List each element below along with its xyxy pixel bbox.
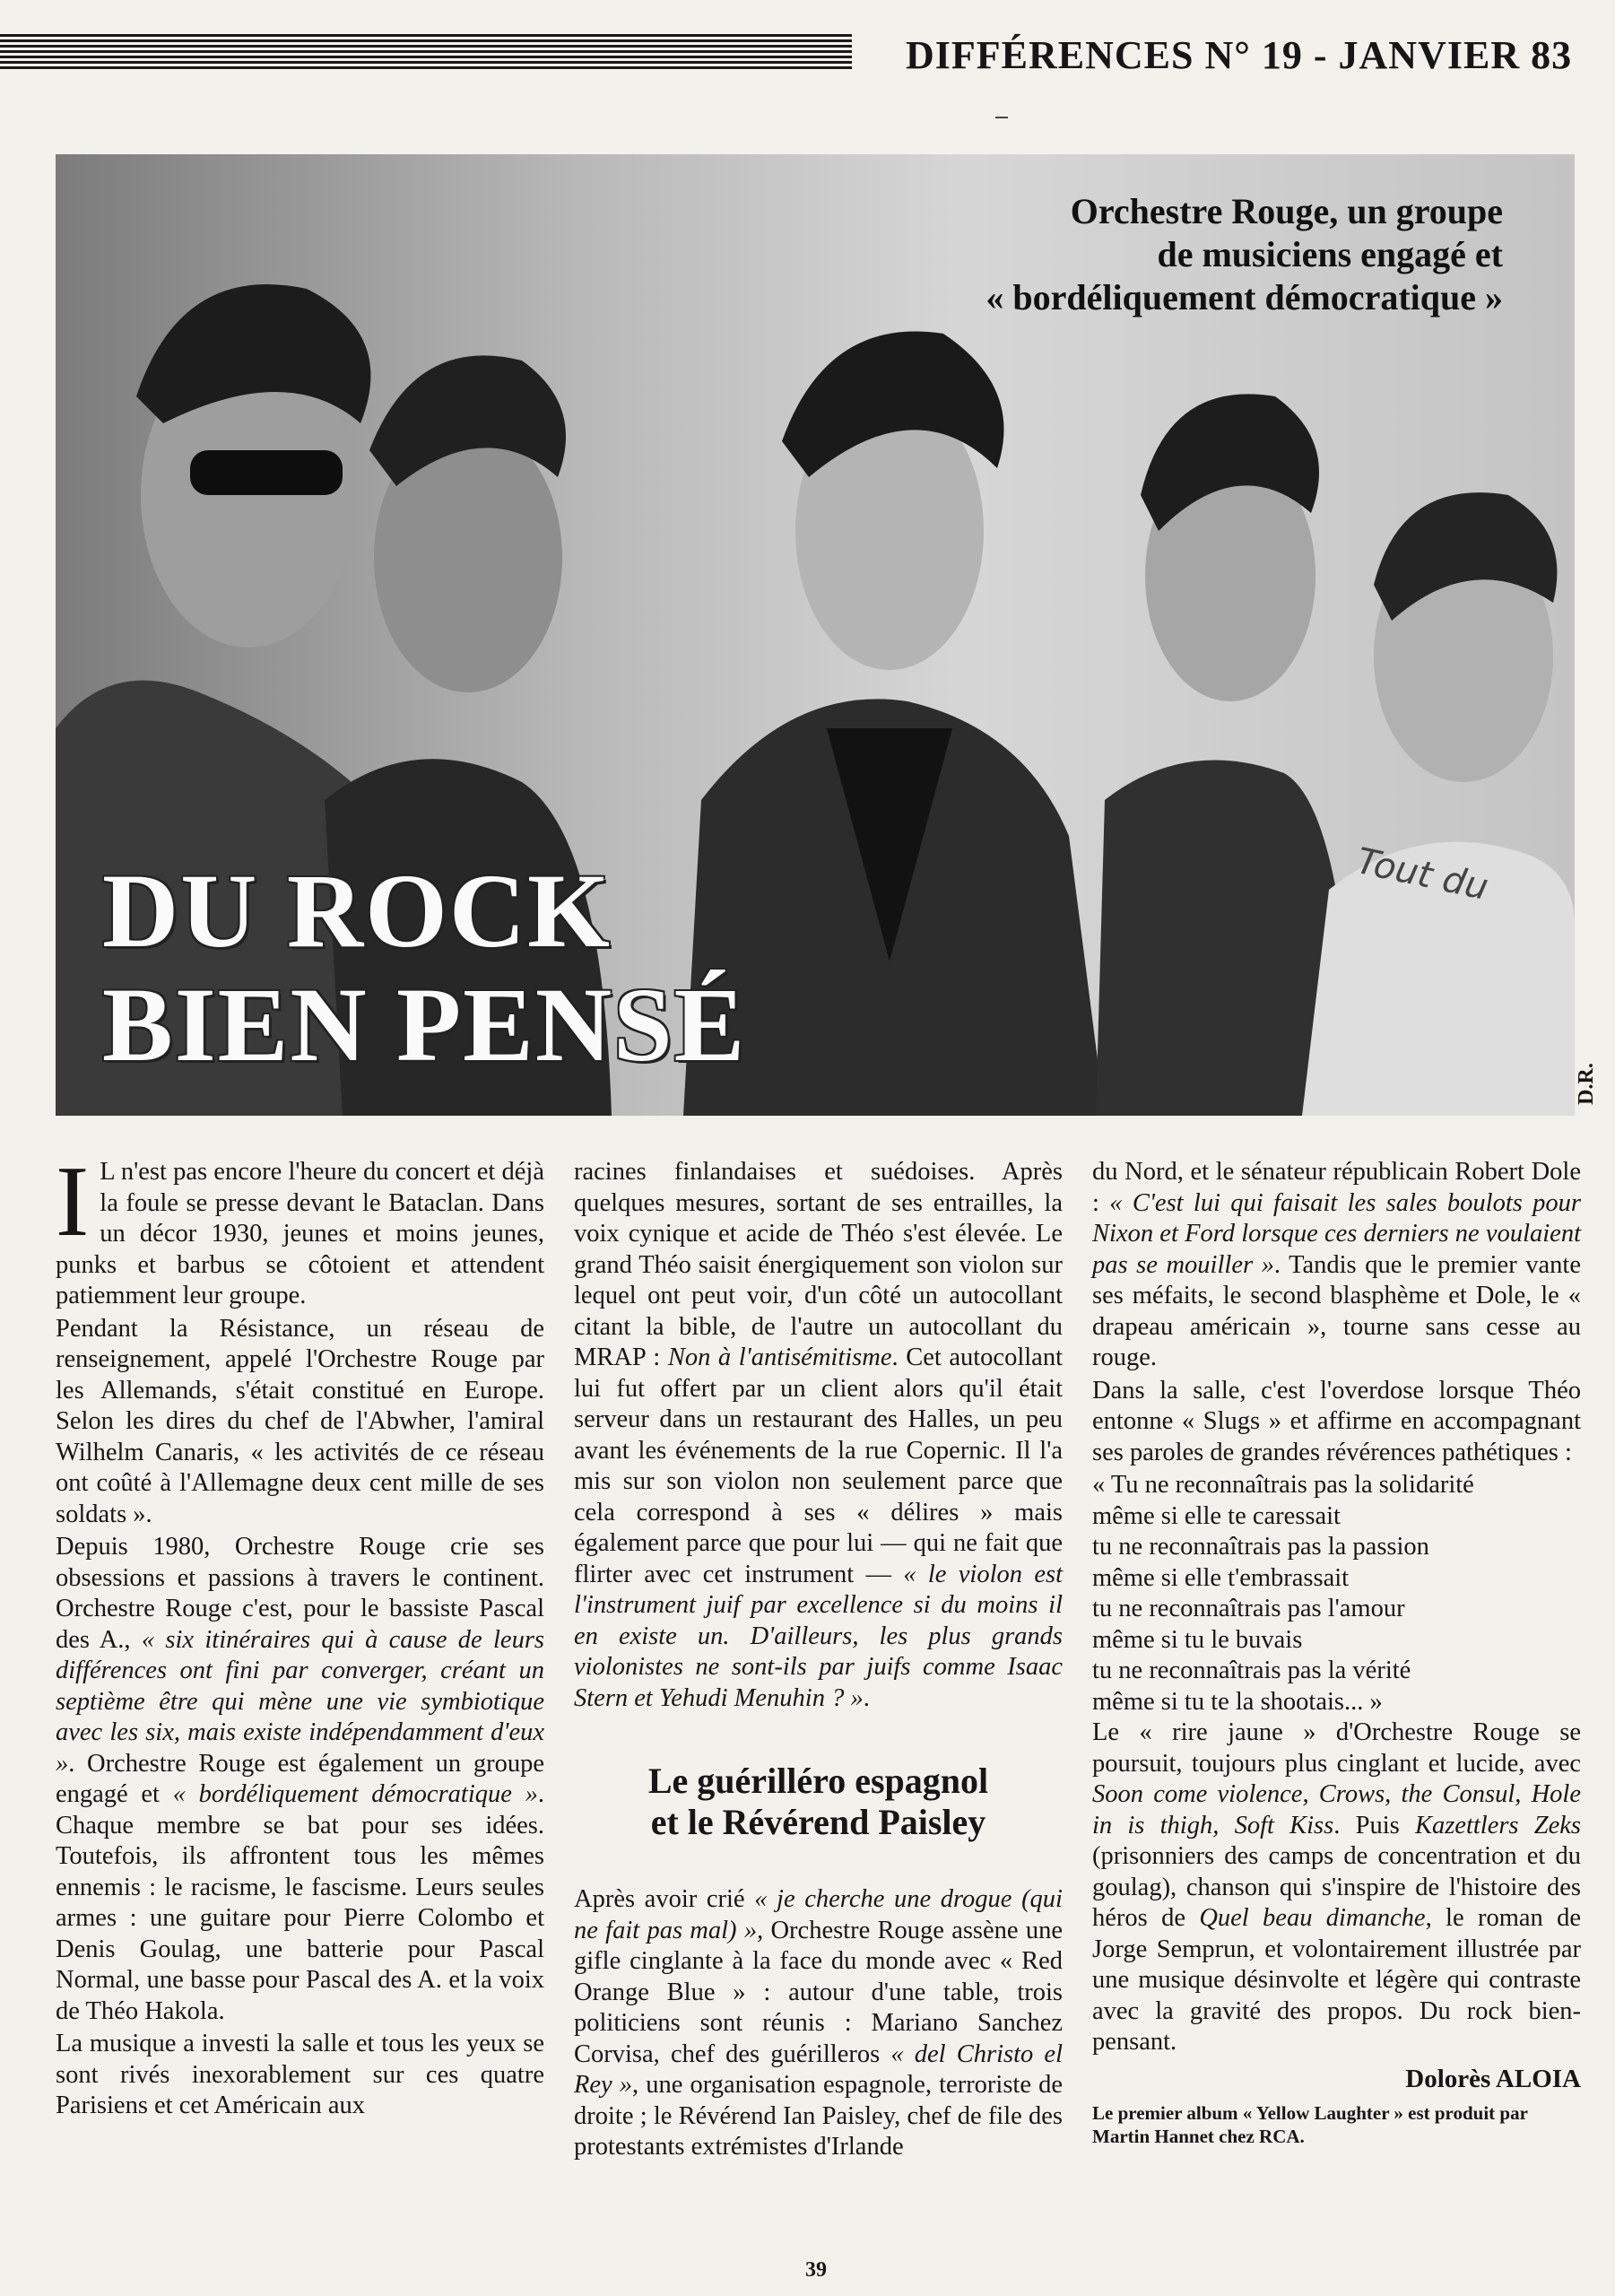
subheading-line: Le guérilléro espagnol xyxy=(647,1761,989,1801)
text-run: . Cet autocollant lui fut offert par un client alors qu'il était serveur dans un restaurant des Halles, un peu avant les événements de la rue Copernic. Il l'a mis sur son violon non seulement parce que cela correspond à ses « délires » mais également parce que pour lui — qui ne fait que flirter avec cet instrument — xyxy=(574,1344,1063,1588)
paragraph xyxy=(574,1884,1063,2163)
photo-caption-line: de musiciens engagé et xyxy=(1157,234,1503,274)
italic-quote: « je cherche une drogue (qui ne fait pas mal) » xyxy=(574,1885,1063,1944)
text-run: . xyxy=(863,1683,870,1712)
text-run: , une organisation espagnole, terroriste de droite ; le Révérend Ian Paisley, chef de file des protestants extrémistes d'Irlande xyxy=(574,2071,1063,2161)
subheading-line: et le Révérend Paisley xyxy=(650,1802,986,1842)
paragraph xyxy=(56,1146,544,1312)
text-run: racines finlandaises et suédoises. Après quelques mesures, sortant de ses entrailles, la voix cynique et acide de Théo s'est élevée. Le grand Théo saisit énergiquement son violon sur lequel ont peut voir, d'un côté un autocollant citant la bible, de l'autre un autocollant du MRAP : xyxy=(574,1158,1063,1371)
photo-credit-text: D.R. xyxy=(1574,1063,1598,1105)
lyric-line: même si elle t'embrassait xyxy=(1092,1563,1350,1592)
text-run: . Puis xyxy=(1333,1811,1415,1839)
italic-quote: « six itinéraires qui à cause de leurs différences ont fini par converger, créant un septième être qui mène une vie symbiotique avec les six, mais existe indépendamment d'eux » xyxy=(56,1625,545,1778)
text-run: . Tandis que le premier vante ses méfaits, le second blasphème et Dole, le « drapeau américain », tourne sans cesse au rouge. xyxy=(1092,1250,1581,1371)
text-run: Depuis 1980, Orchestre Rouge crie ses obsessions et passions à travers le continent. Orchestre Rouge c'est, pour le bassiste Pascal des A., xyxy=(56,1533,544,1654)
italic-title: Kazettlers Zeks xyxy=(1414,1811,1581,1839)
text-run: . Orchestre Rouge est également un groupe engagé et xyxy=(56,1749,544,1808)
article-column-1 xyxy=(56,1146,545,2124)
article-headline xyxy=(102,854,746,1083)
italic-quote: « del Christo el Rey » xyxy=(574,2039,1063,2099)
text-run: , Orchestre Rouge assène une gifle cinglante à la face du monde avec « Red Orange Blue » : autour d'une table, trois politiciens sont réunis : Mariano Sanchez Corvisa, chef des guérilleros xyxy=(574,1916,1063,2068)
band-photo xyxy=(56,154,1575,1116)
stray-mark xyxy=(995,117,1008,118)
paragraph xyxy=(56,1532,544,2027)
lyric-line: tu ne reconnaîtrais pas l'amour xyxy=(1092,1595,1405,1622)
photo-caption-line: « bordéliquement démocratique » xyxy=(985,277,1503,317)
drop-cap: I xyxy=(56,1146,90,1257)
paragraph: La musique a investi la salle et tous les yeux se sont rivés inexorablement sur ces quatre Parisiens et cet Américain aux xyxy=(56,2030,544,2119)
text-run: (prisonniers des camps de concentration et du goulag), chanson qui s'inspire de l'histoire des héros de xyxy=(1092,1842,1581,1932)
lyric-line: même si elle te caressait xyxy=(1092,1501,1341,1530)
paragraph xyxy=(1092,1157,1581,1374)
masthead-rule-lines xyxy=(0,34,852,70)
text-run: le roman de Jorge Semprun, et volontairement illustrée par une musique désinvolte et légère qui contraste avec la gravité des propos. Du rock bien-pensant. xyxy=(1092,1904,1581,2056)
paragraph xyxy=(574,1157,1063,1714)
italic-quote: Non à l'antisémitisme xyxy=(667,1344,892,1371)
song-lyrics xyxy=(1092,1470,1581,1718)
author-byline: Dolorès ALOIA xyxy=(1405,2064,1581,2093)
page-number: 39 xyxy=(805,2258,827,2282)
lyric-line: tu ne reconnaîtrais pas la passion xyxy=(1092,1533,1429,1561)
photo-credit xyxy=(1574,1054,1609,1117)
text-run: Le « rire jaune » d'Orchestre Rouge se poursuit, toujours plus cinglant et lucide, avec xyxy=(1092,1718,1581,1778)
section-subheading xyxy=(574,1761,1063,1843)
text-run: . Chaque membre se bat pour ses idées. Toutefois, ils affrontent tous les mêmes ennemis : le racisme, le fascisme. Leurs seules armes : une guitare pour Pierre Colombo et Denis Goulag, une batterie pour Pascal Normal, une basse pour Pascal des A. et la voix de Théo Hakola. xyxy=(56,1780,544,2025)
photo-caption-line: Orchestre Rouge, un groupe xyxy=(1070,191,1503,231)
paragraph: Pendant la Résistance, un réseau de renseignement, appelé l'Orchestre Rouge par les Allemands, s'était constitué en Europe. Selon les dires du chef de l'Abwher, l'amiral Wilhelm Canaris, « les activités de ce réseau ont coûté à l'Allemagne deux cent mille de ses soldats ». xyxy=(56,1314,544,1528)
lyric-line: « Tu ne reconnaîtrais pas la solidarité xyxy=(1092,1471,1474,1499)
lyric-line: même si tu le buvais xyxy=(1092,1625,1303,1654)
headline-line: DU ROCK xyxy=(102,852,612,970)
headline-line: BIEN PENSÉ xyxy=(102,966,747,1084)
article-column-3 xyxy=(1092,1157,1581,2148)
article-column-2 xyxy=(574,1157,1063,2165)
album-footnote: Le premier album « Yellow Laughter » est produit par Martin Hannet chez RCA. xyxy=(1092,2102,1528,2147)
paragraph-text: L n'est pas encore l'heure du concert et déjà la foule se presse devant le Bataclan. Dans un décor 1930, jeunes et moins jeunes, punks et barbus se côtoient et attendent patiemment leur groupe. xyxy=(56,1158,544,1309)
italic-quote: « bordéliquement démocratique » xyxy=(172,1780,538,1808)
text-run: du Nord, et le sénateur républicain Robert Dole : xyxy=(1092,1158,1581,1217)
italic-quote: « C'est lui qui faisait les sales boulots pour Nixon et Ford lorsque ces derniers ne voulaient pas se mouiller » xyxy=(1092,1188,1582,1279)
paragraph: Dans la salle, c'est l'overdose lorsque Théo entonne « Slugs » et affirme en accompagnant ses paroles de grandes révérences pathétiques : xyxy=(1092,1376,1581,1466)
paragraph xyxy=(1092,1718,1581,2058)
italic-title: Quel beau dimanche, xyxy=(1199,1904,1432,1932)
italic-quote: « le violon est l'instrument juif par excellence si du moins il en existe un. D'ailleurs, les plus grands violonistes ne sont-ils par juifs comme Isaac Stern et Yehudi Menuhin ? » xyxy=(574,1560,1063,1712)
masthead-title: DIFFÉRENCES N° 19 - JANVIER 83 xyxy=(906,33,1573,77)
lyric-line: même si tu te la shootais... » xyxy=(1092,1687,1383,1716)
italic-title: Soon come violence, Crows, the Consul, Hole in is thigh, Soft Kiss xyxy=(1092,1780,1581,1839)
text-run: Après avoir crié xyxy=(574,1885,755,1913)
lyric-line: tu ne reconnaîtrais pas la vérité xyxy=(1092,1657,1411,1684)
shirt-handwriting: Tout du xyxy=(1352,840,1492,909)
photo-caption xyxy=(947,190,1503,319)
